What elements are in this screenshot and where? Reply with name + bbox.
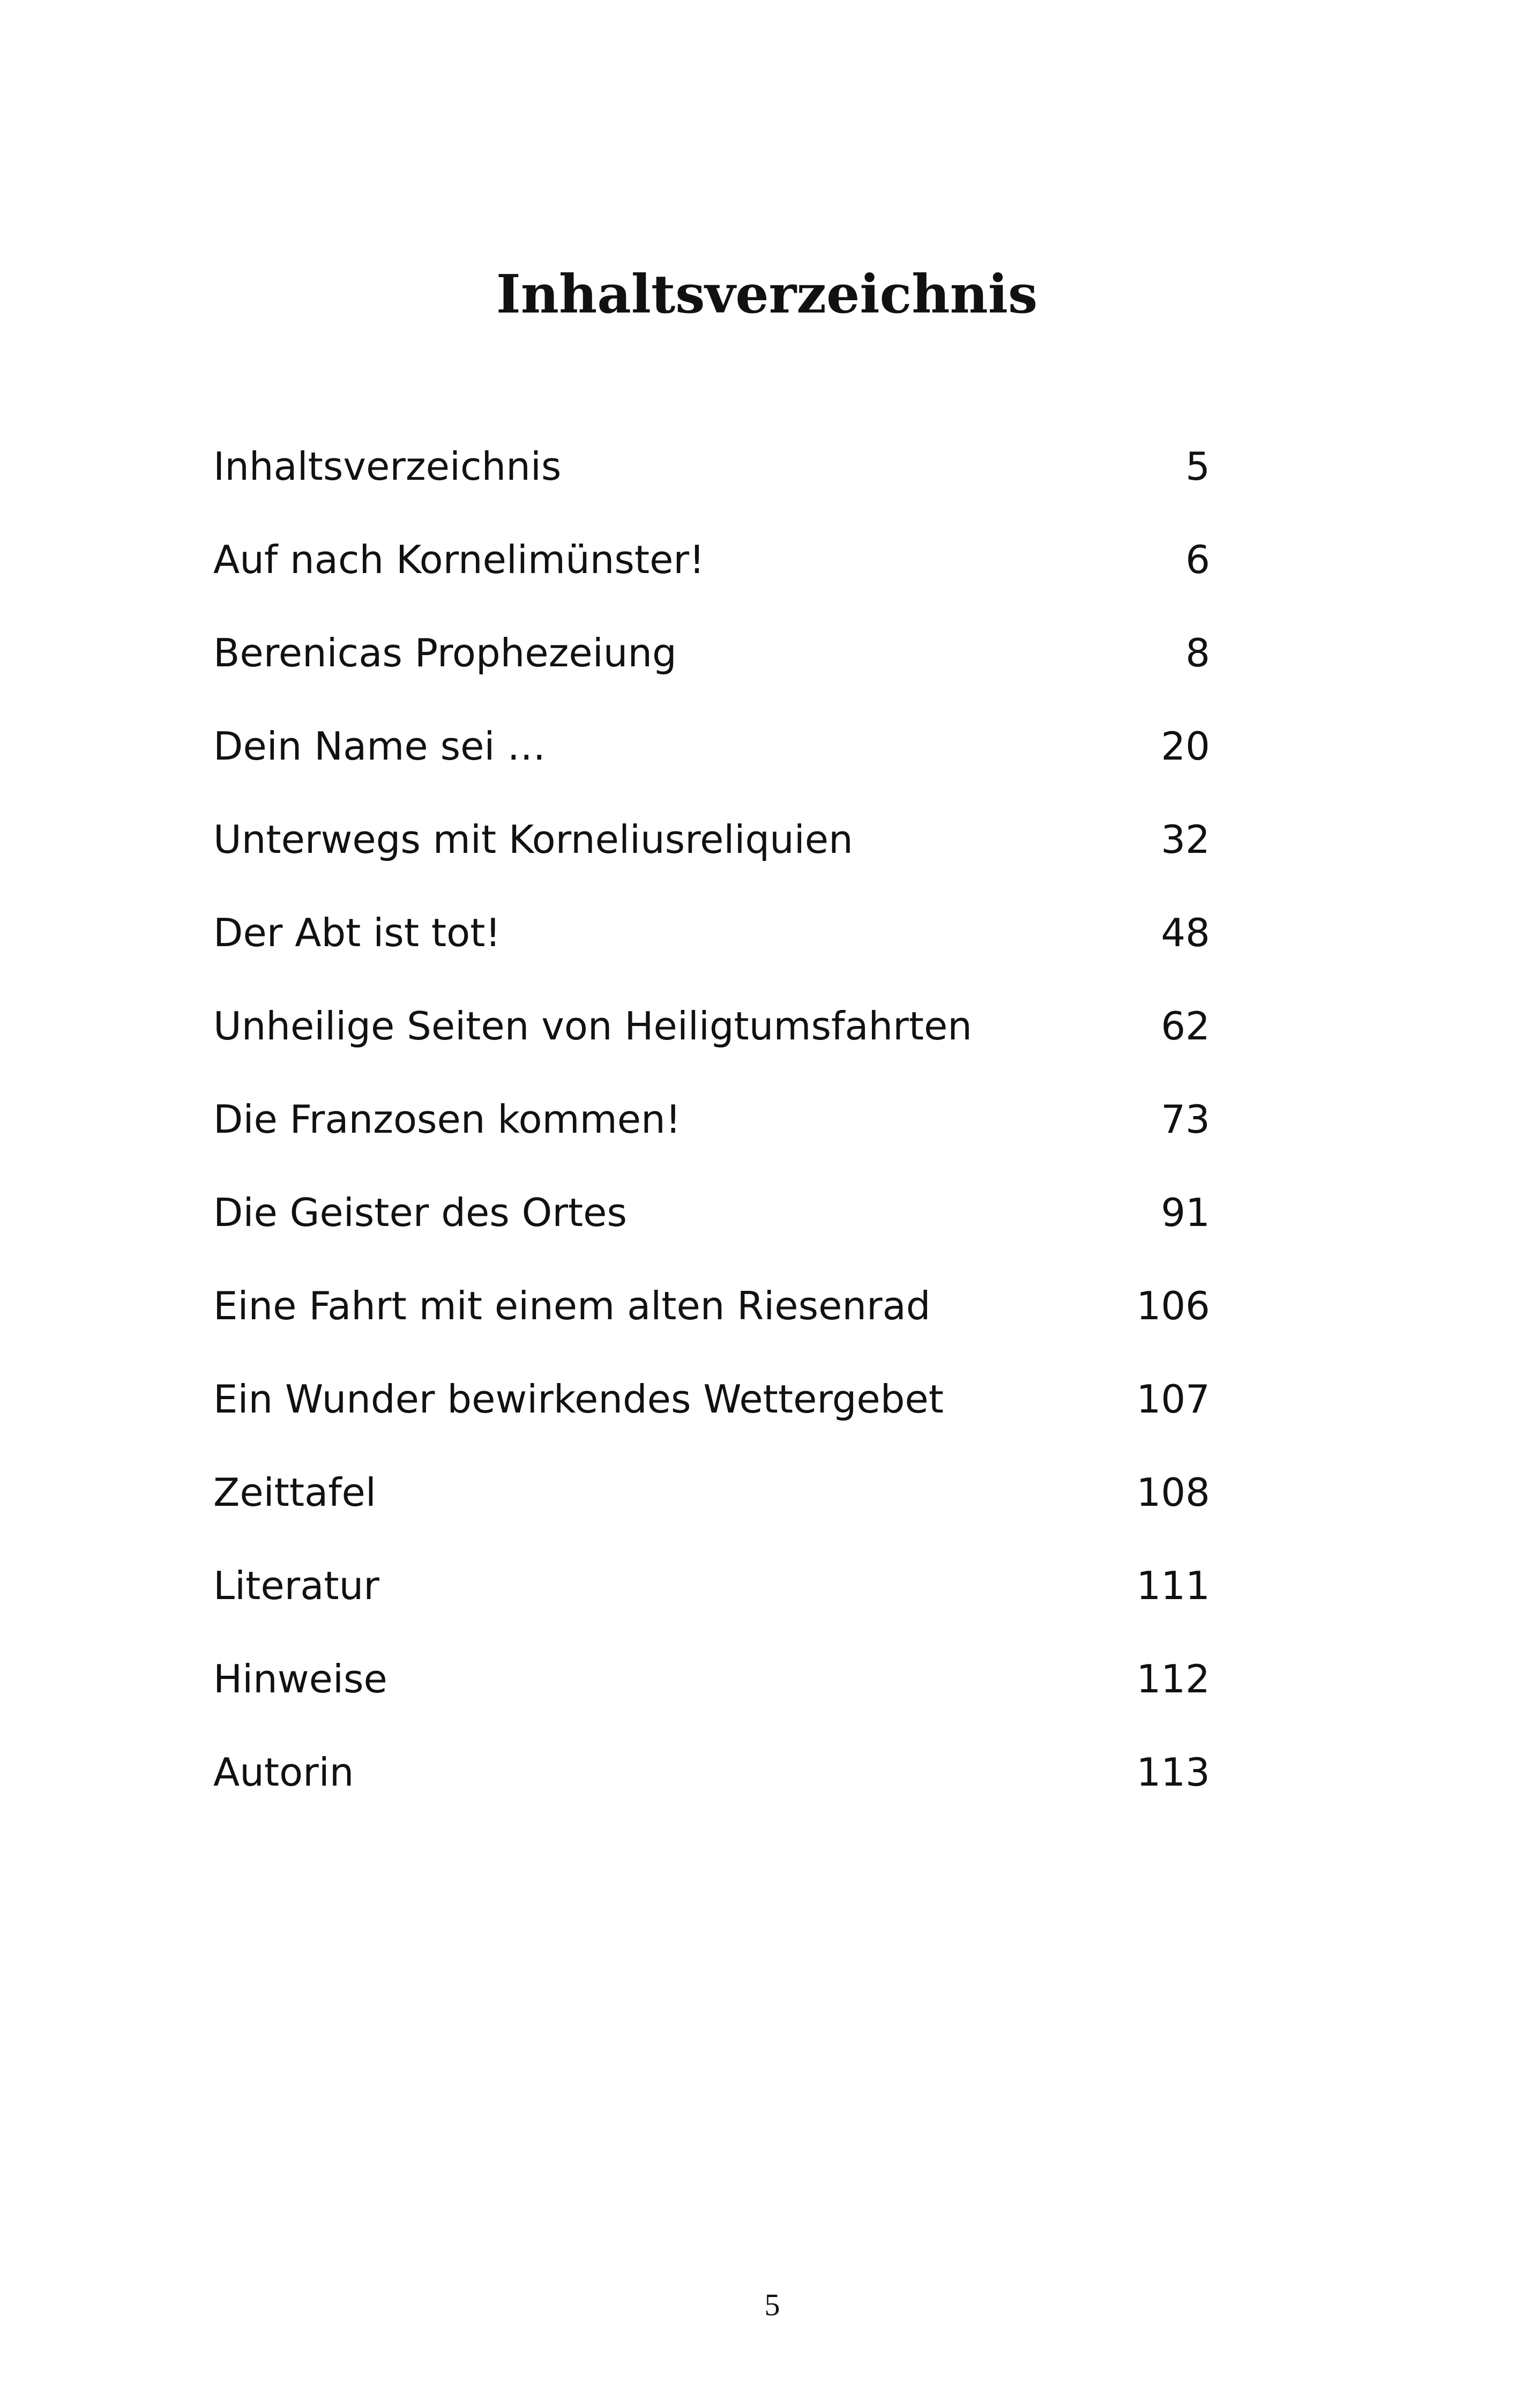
toc-entry-page: 91 — [1161, 1190, 1210, 1235]
toc-entry-title: Ein Wunder bewirkendes Wettergebet — [213, 1377, 944, 1422]
toc-entry-title: Auf nach Kornelimünster! — [213, 537, 705, 582]
toc-entry-title: Literatur — [213, 1563, 379, 1608]
toc-entry-page: 73 — [1161, 1097, 1210, 1142]
toc-entry-page: 48 — [1161, 910, 1210, 955]
toc-entry — [213, 1735, 1210, 1828]
toc-entry-title: Die Geister des Ortes — [213, 1190, 627, 1235]
toc-entry-page: 107 — [1136, 1377, 1210, 1422]
toc-entry-page: 62 — [1161, 1004, 1210, 1049]
toc-entry — [213, 1268, 1210, 1362]
toc-entry-page: 32 — [1161, 817, 1210, 862]
page-number: 5 — [764, 2287, 780, 2322]
toc-entry-title: Hinweise — [213, 1656, 387, 1701]
toc-entry-page: 106 — [1136, 1283, 1210, 1328]
toc-entry-page: 111 — [1136, 1563, 1210, 1608]
toc-entry-page: 112 — [1136, 1656, 1210, 1701]
toc-entry-title: Berenicas Prophezeiung — [213, 630, 677, 675]
toc-entry-title: Der Abt ist tot! — [213, 910, 501, 955]
toc-entry — [213, 1362, 1210, 1455]
toc-entry — [213, 802, 1210, 895]
toc-entry-title: Dein Name sei … — [213, 724, 546, 769]
toc-entry — [213, 1641, 1210, 1735]
toc-entry — [213, 615, 1210, 709]
toc-entry — [213, 429, 1210, 522]
toc-entry — [213, 895, 1210, 989]
toc-entry-page: 108 — [1136, 1470, 1210, 1515]
toc-entry-title: Autorin — [213, 1750, 354, 1795]
toc-entry-page: 113 — [1136, 1750, 1210, 1795]
table-of-contents — [213, 429, 1210, 1828]
toc-entry-page: 6 — [1185, 537, 1210, 582]
toc-entry — [213, 1082, 1210, 1175]
toc-entry — [213, 1455, 1210, 1548]
toc-entry — [213, 1175, 1210, 1268]
toc-entry — [213, 709, 1210, 802]
toc-entry-page: 20 — [1161, 724, 1210, 769]
toc-entry-title: Unterwegs mit Korneliusreliquien — [213, 817, 853, 862]
toc-entry-title: Eine Fahrt mit einem alten Riesenrad — [213, 1283, 931, 1328]
toc-entry-page: 5 — [1185, 444, 1210, 489]
toc-entry-title: Unheilige Seiten von Heiligtumsfahrten — [213, 1004, 972, 1049]
toc-entry — [213, 522, 1210, 615]
toc-entry — [213, 989, 1210, 1082]
toc-entry-title: Die Franzosen kommen! — [213, 1097, 681, 1142]
page-title: Inhaltsverzeichnis — [496, 264, 1038, 325]
toc-entry-page: 8 — [1185, 630, 1210, 675]
toc-entry — [213, 1548, 1210, 1641]
toc-entry-title: Zeittafel — [213, 1470, 376, 1515]
toc-entry-title: Inhaltsverzeichnis — [213, 444, 562, 489]
